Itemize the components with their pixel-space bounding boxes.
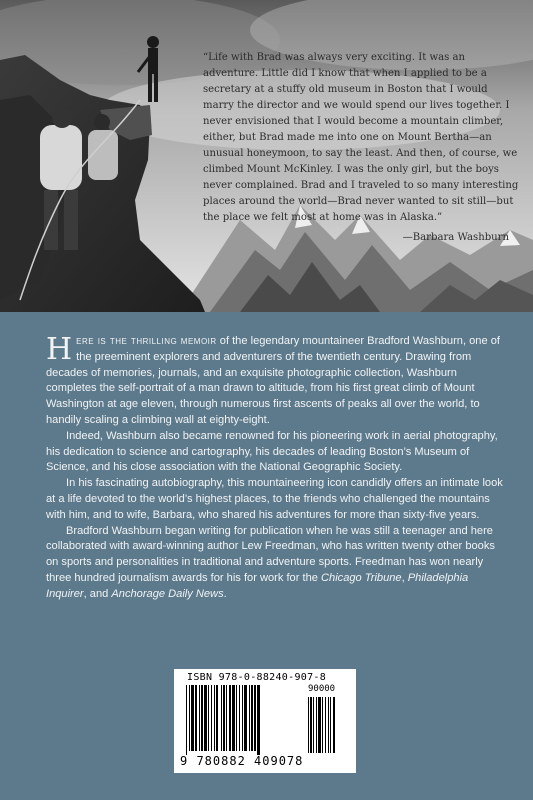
barcode-digits: 9 780882 409078 — [180, 754, 304, 768]
separator-2: , and — [83, 587, 112, 600]
barcode-bar — [189, 685, 190, 751]
publication-chicago-tribune: Chicago Tribune — [321, 571, 402, 584]
barcode-addon-bar — [328, 697, 329, 753]
description-paragraph-2: Indeed, Washburn also became renowned for his pioneering work in aerial photography, his dedication to science and cartography, his decades of leading Boston’s Museum of Science, and his close association with the National Geographic Society. — [46, 429, 498, 474]
paragraph-1-text: of the legendary mountaineer Bradford Washburn, one of the preeminent explorers and adventurers of the twentieth century. Drawing from decades of memories, journals, and an exquisite photographic collection, Washburn completes the self-portrait of a man drawn to altitude, from his first great climb of Mount Washington at age eleven, through numerous first ascents of peaks all over the world, to handily scaling a climbing wall at eighty-eight. — [46, 335, 500, 426]
barcode-bar — [195, 685, 197, 751]
barcode-addon-bar — [308, 697, 309, 753]
barcode-bar — [216, 685, 218, 751]
barcode-bar — [244, 685, 247, 751]
barcode-bar — [211, 685, 212, 751]
isbn-barcode — [174, 669, 356, 773]
barcode-addon-bar — [318, 697, 321, 753]
description-paragraph-3: In his fascinating autobiography, this mountaineering icon candidly offers an intimate look at a life devoted to the world’s highest places, to the friends who challenged the mountains with him, and to wife, Barbara, who shared his adventures for more than sixty-five years. — [46, 477, 503, 521]
description-paragraph-4 — [46, 524, 506, 603]
barcode-addon-bar — [333, 697, 335, 753]
barcode-bar — [257, 685, 260, 755]
price-code: 90000 — [308, 684, 336, 694]
barcode-bar — [199, 685, 200, 751]
barcode-bar — [254, 685, 256, 751]
drop-cap: H — [46, 332, 73, 367]
barcode-bar — [239, 685, 240, 751]
barcode-bar — [236, 685, 237, 751]
publication-anchorage-daily-news: Anchorage Daily News — [111, 587, 224, 600]
barcode-bar — [249, 685, 250, 751]
lead-in: ere is the thrilling memoir — [76, 335, 217, 347]
barcode-bar — [229, 685, 231, 751]
mountain-photo — [0, 0, 533, 312]
paragraph-4-end: . — [223, 587, 227, 600]
barcode-bar — [242, 685, 243, 751]
isbn-label: ISBN 978-0-88240-907-8 — [187, 672, 327, 683]
publication-philadelphia-inquirer: Philadelphia Inquirer — [46, 571, 469, 600]
barcode-addon-bar — [310, 697, 312, 753]
separator-1: , — [401, 571, 408, 584]
barcode-addon-bar — [325, 697, 326, 753]
barcode-addon-bar — [322, 697, 323, 753]
barcode-addon-bar — [316, 697, 317, 753]
barcode-addon-bar — [313, 697, 314, 753]
barcode-bar — [208, 685, 209, 751]
barcode-bar — [201, 685, 203, 751]
barcode-addon-bar — [330, 697, 331, 753]
barcode-bar — [204, 685, 207, 751]
testimonial-quote — [203, 50, 521, 246]
quote-text: “Life with Brad was always very exciting. It was an adventure. Little did I know that when I applied to be a secretary at a stuffy old museum in Boston that I would marry the director and we would spend our lives together. I never envisioned that I would become a mountain climber, either, but Brad made me into one on Mount Bertha—an unusual honeymoon, to say the least. And then, of course, we climbed Mount McKinley. I was the only girl, but the boys never complained. Brad and I traveled to so many interesting places around the world—Brad never wanted to sit still—but the place we felt most at home was in Alaska.” — [203, 52, 519, 223]
barcode-bar — [232, 685, 235, 751]
barcode-bar — [186, 685, 187, 755]
barcode-bar — [214, 685, 215, 751]
paragraph-4-text: Bradford Washburn began writing for publication when he was still a teenager and here collaborated with award-winning author Lew Freedman, who has written twenty other books on sports and personalities in traditional and adventure sports. Freedman has won nearly three hundred journalism awards for his for work for the — [46, 524, 495, 584]
barcode-bar — [223, 685, 225, 751]
quote-attribution: —Barbara Washburn — [402, 232, 509, 243]
book-description — [46, 334, 506, 603]
barcode-bar — [251, 685, 253, 751]
description-paragraph-1 — [46, 334, 506, 429]
barcode-bar — [226, 685, 227, 751]
barcode-bar — [191, 685, 194, 751]
barcode-bar — [221, 685, 222, 751]
